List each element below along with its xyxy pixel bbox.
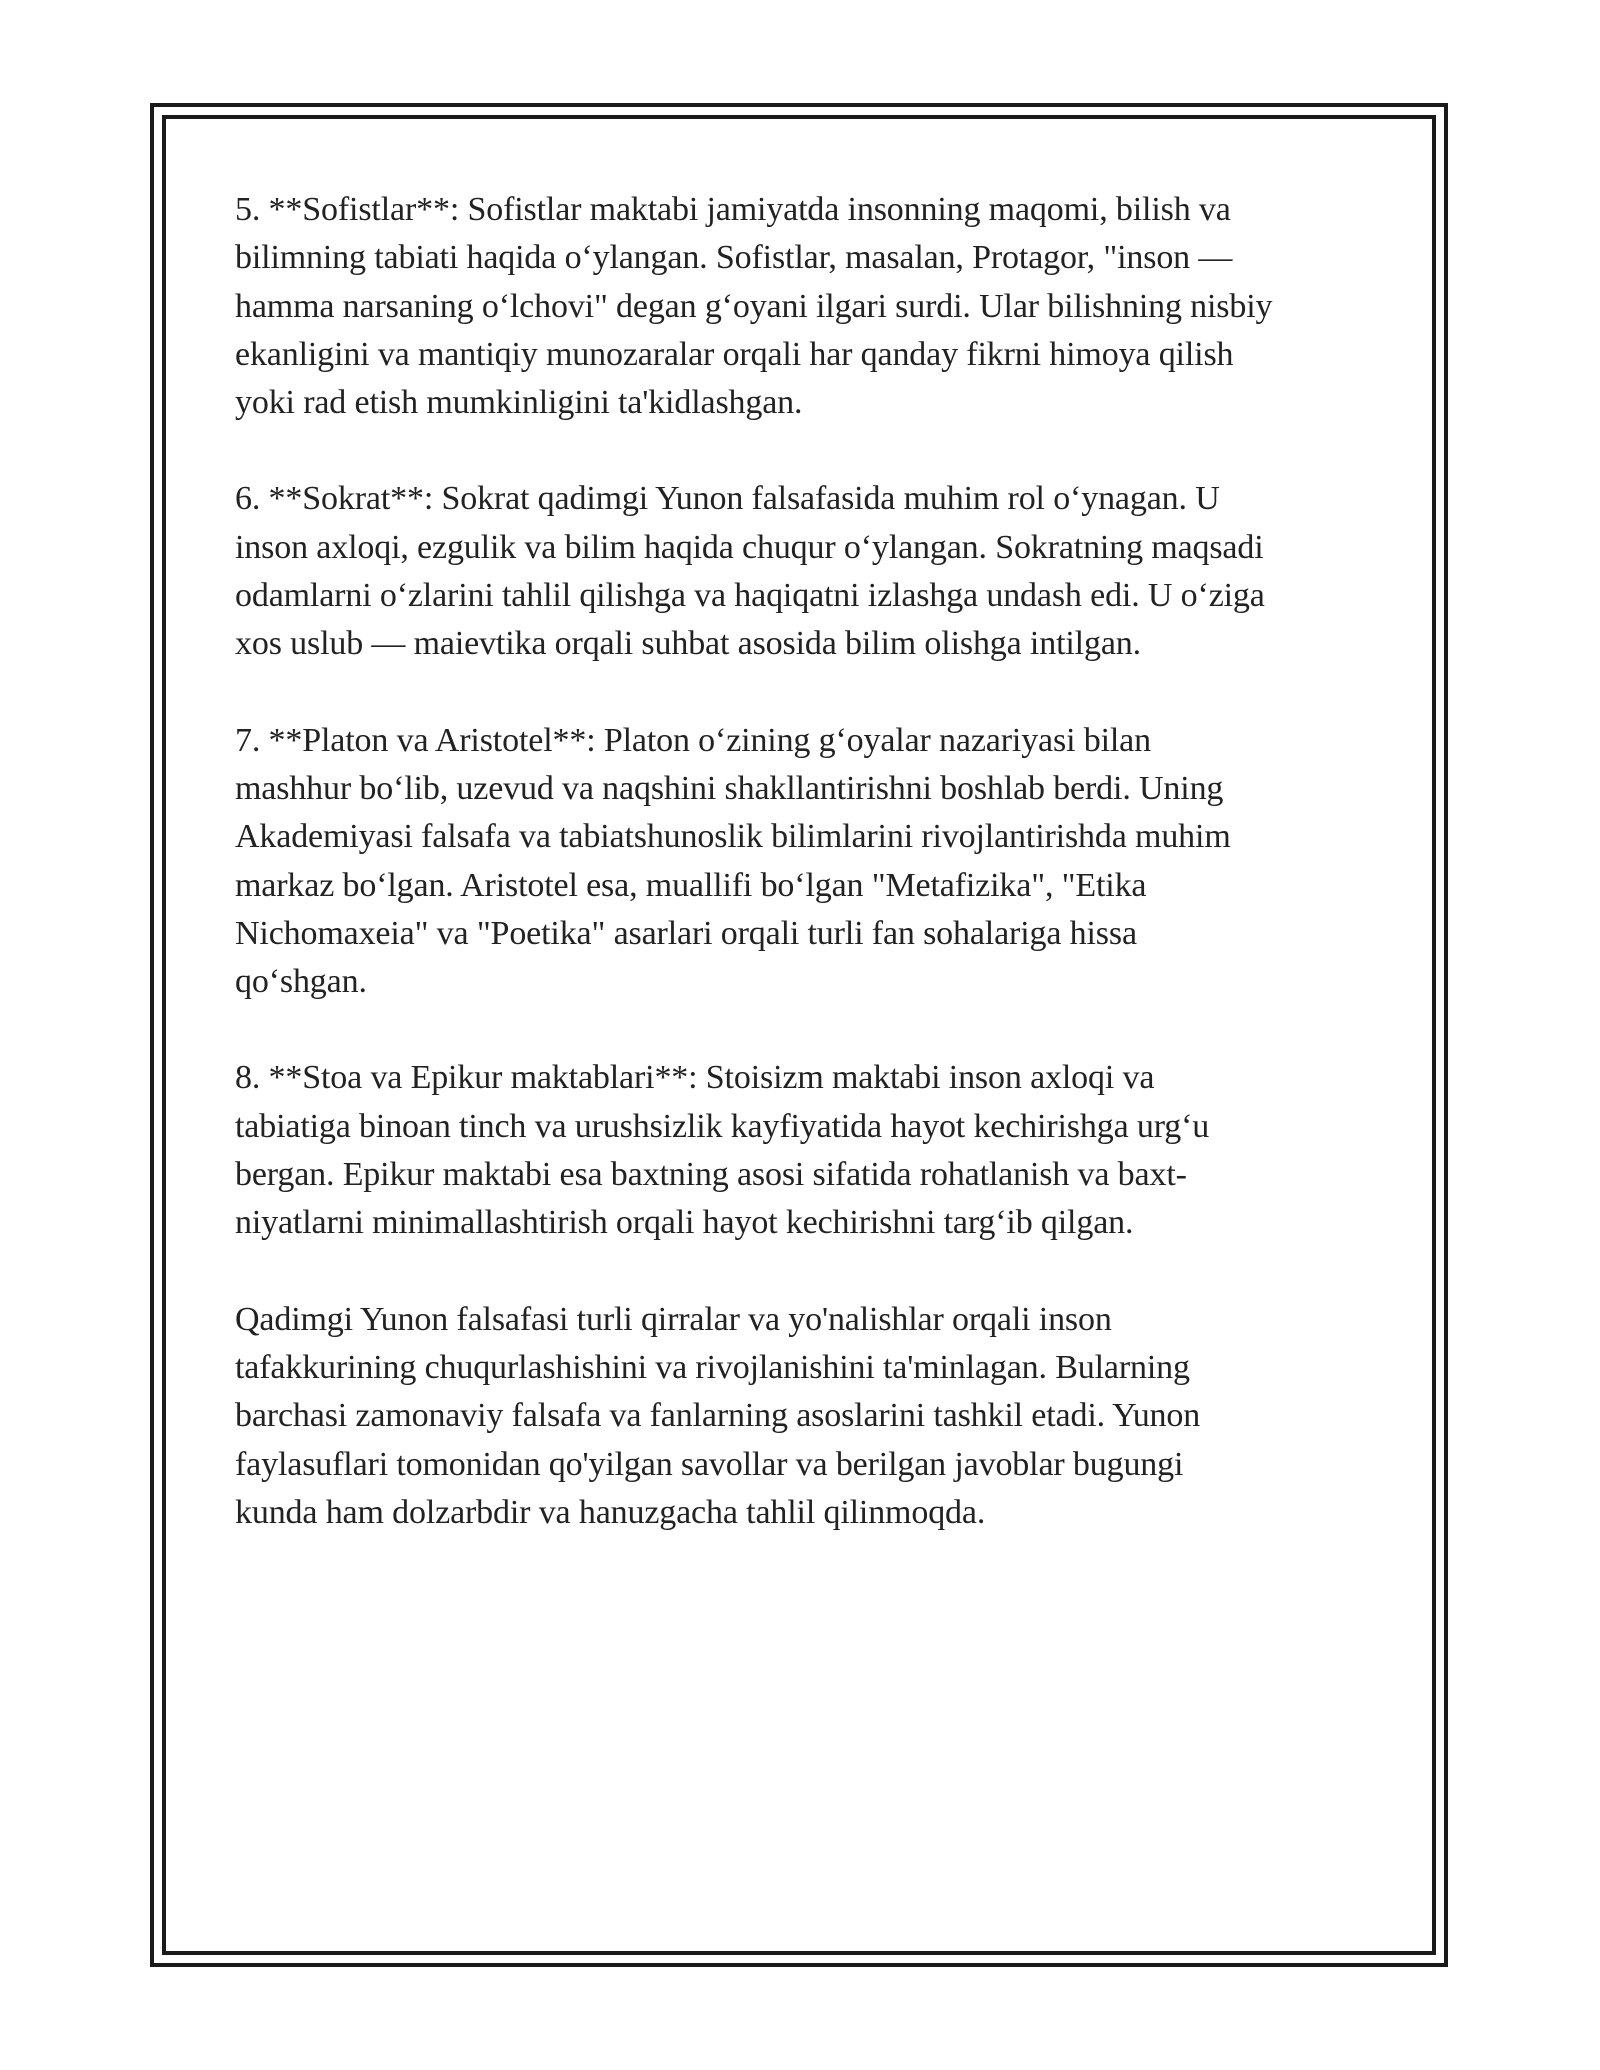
paragraph-conclusion: Qadimgi Yunon falsafasi turli qirralar va yo'nalishlar orqali inson tafakkurining chuqurlashishini va rivojlanishini ta'minlagan. Bularning barchasi zamonaviy falsafa va fanlarning asoslarini tashkil etadi. Yunon faylasuflari tomonidan qo'yilgan savollar va berilgan javoblar bugungi kunda ham dolzarbdir va hanuzgacha tahlil qilinmoqda. bbox=[235, 1300, 1201, 1531]
paragraph-sofistlar: 5. **Sofistlar**: Sofistlar maktabi jamiyatda insonning maqomi, bilish va bilimning tabiati haqida o‘ylangan. Sofistlar, masalan, Protagor, "inson — hamma narsaning o‘lchovi" degan g‘oyani ilgari surdi. Ular bilishning nisbiy ekanligini va mantiqiy munozaralar orqali har qanday fikrni himoya qilish yoki rad etish mumkinligini ta'kidlashgan. bbox=[235, 191, 1273, 422]
paragraph-stoa-epikur: 8. **Stoa va Epikur maktablari**: Stoisizm maktabi inson axloqi va tabiatiga binoan tinch va urushsizlik kayfiyatida hayot kechirishga urg‘u bergan. Epikur maktabi esa baxtning asosi sifatida rohatlanish va baxt- niyatlarni minimallashtirish orqali hayot kechirishni targ‘ib qilgan. bbox=[235, 1059, 1210, 1242]
document-body bbox=[235, 186, 1375, 1585]
paragraph-sokrat: 6. **Sokrat**: Sokrat qadimgi Yunon falsafasida muhim rol o‘ynagan. U inson axloqi, ezgulik va bilim haqida chuqur o‘ylangan. Sokratning maqsadi odamlarni o‘zlarini tahlil qilishga va haqiqatni izlashga undash edi. U o‘ziga xos uslub — maievtika orqali suhbat asosida bilim olishga intilgan. bbox=[235, 480, 1265, 663]
paragraph-platon-aristotel: 7. **Platon va Aristotel**: Platon o‘zining g‘oyalar nazariyasi bilan mashhur bo‘lib, uzevud va naqshini shakllantirishni boshlab berdi. Uning Akademiyasi falsafa va tabiatshunoslik bilimlarini rivojlantirishda muhim markaz bo‘lgan. Aristotel esa, muallifi bo‘lgan "Metafizika", "Etika Nichomaxeia" va "Poetika" asarlari orqali turli fan sohalariga hissa qo‘shgan. bbox=[235, 721, 1231, 1001]
